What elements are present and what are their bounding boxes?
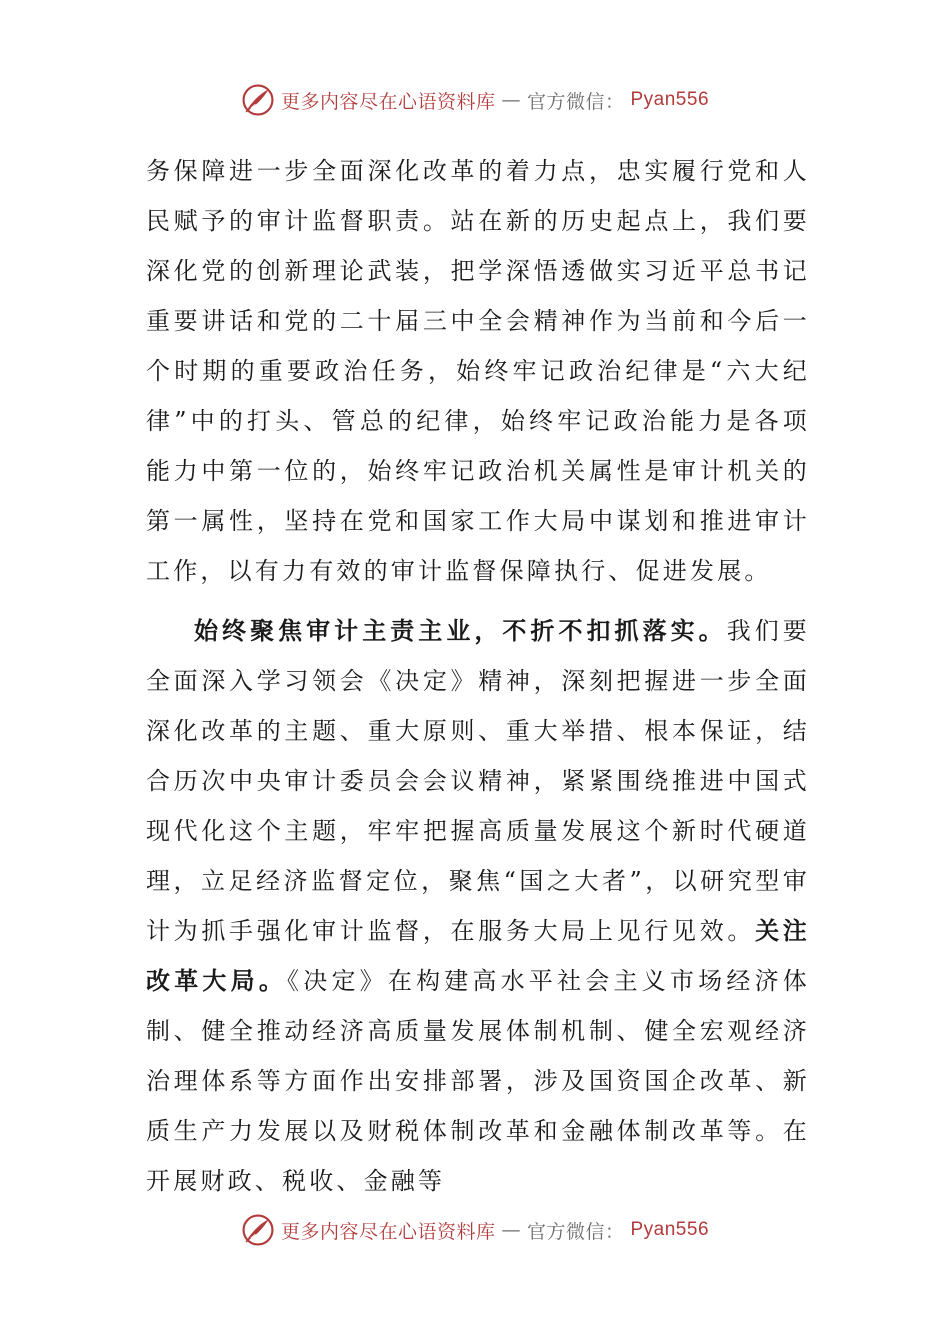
paragraph-2 — [146, 606, 810, 1206]
paragraph-2-subheading: 关注改革大局。 — [146, 916, 810, 995]
quill-pen-logo-icon — [241, 1213, 275, 1247]
header-watermark — [0, 80, 950, 120]
paragraph-1 — [146, 146, 810, 596]
watermark-wechat-id: Pyan556 — [630, 1219, 710, 1240]
paragraph-2-heading: 始终聚焦审计主责主业，不折不扣抓落实。 — [194, 616, 727, 645]
paragraph-1-text: 务保障进一步全面深化改革的着力点，忠实履行党和人民赋予的审计监督职责。站在新的历史起点上，我们要深化党的创新理论武装，把学深悟透做实习近平总书记重要讲话和党的二十届三中全会精神作为当前和今后一个时期的重要政治任务，始终牢记政治纪律是“六大纪律”中的打头、管总的纪律，始终牢记政治能力是各项能力中第一位的，始终牢记政治机关属性是审计机关的第一属性，坚持在党和国家工作大局中谋划和推进审计工作，以有力有效的审计监督保障执行、促进发展。 — [146, 157, 810, 585]
watermark-wechat-label: 官方微信： — [526, 1220, 625, 1243]
watermark-dash: — — [501, 89, 521, 111]
quill-pen-logo-icon — [241, 83, 275, 117]
watermark-wechat-id: Pyan556 — [630, 89, 710, 110]
paragraph-2-text-continued: 《决定》在构建高水平社会主义市场经济体制、健全推动经济高质量发展体制机制、健全宏观经济治理体系等方面作出安排部署，涉及国资国企改革、新质生产力发展以及财税体制改革和金融体制改革等。在开展财政、税收、金融等 — [146, 967, 810, 1195]
watermark-brand: 更多内容尽在心语资料库 — [280, 90, 496, 113]
document-body — [146, 146, 810, 1206]
watermark-wechat-label: 官方微信： — [526, 90, 625, 113]
footer-watermark — [0, 1210, 950, 1250]
watermark-dash: — — [501, 1219, 521, 1241]
watermark-brand: 更多内容尽在心语资料库 — [280, 1220, 496, 1243]
paragraph-2-text: 我们要全面深入学习领会《决定》精神，深刻把握进一步全面深化改革的主题、重大原则、重大举措、根本保证，结合历次中央审计委员会会议精神，紧紧围绕推进中国式现代化这个主题，牢牢把握高质量发展这个新时代硬道理，立足经济监督定位，聚焦“国之大者”，以研究型审计为抓手强化审计监督，在服务大局上见行见效。 — [146, 617, 810, 945]
